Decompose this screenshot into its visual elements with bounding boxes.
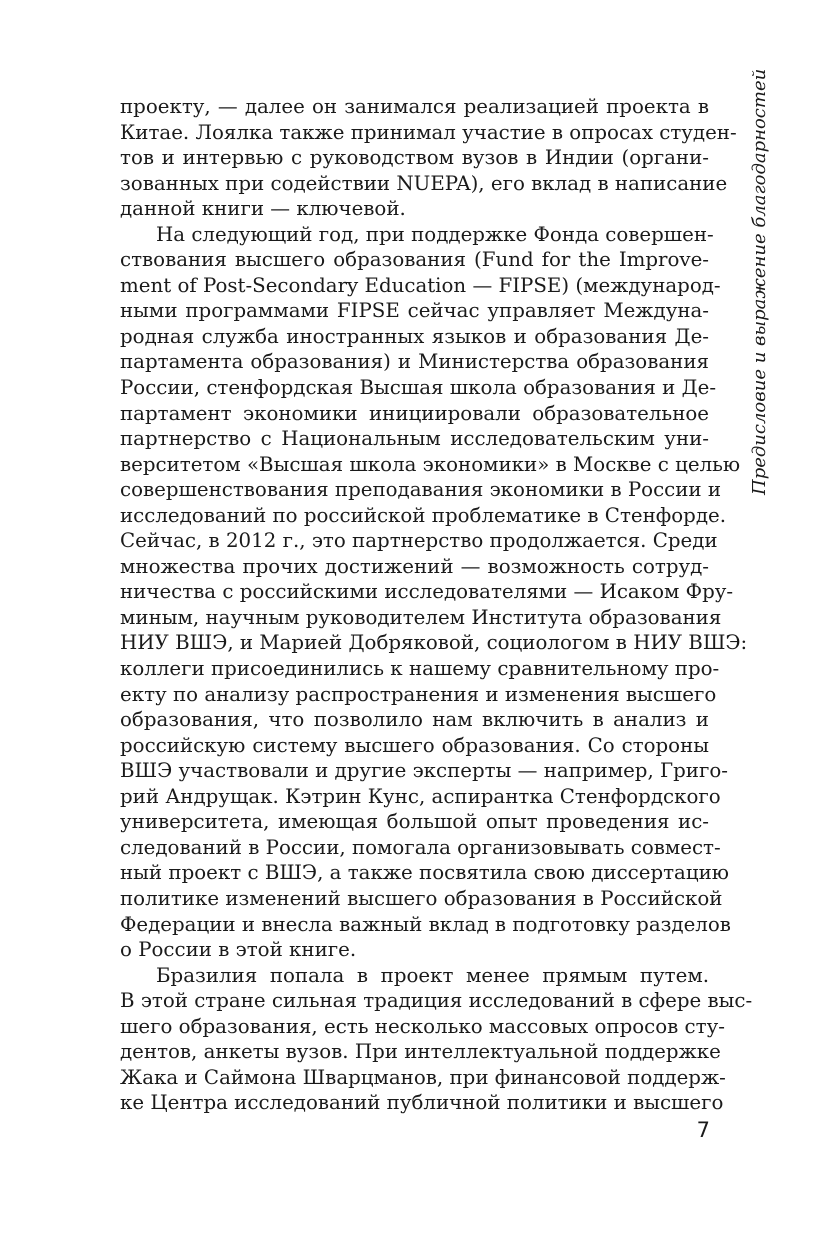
text-line: дентов, анкеты вузов. При интеллектуальной поддержке [120,1040,721,1064]
text-line: ничества с российскими исследователями — Исаком Фру- [120,580,734,604]
text-line: совершенствования преподавания экономики в России и [120,478,722,502]
text-line: коллеги присоединились к нашему сравнительному про- [120,657,720,681]
text-line: университета, имеющая большой опыт проведения ис- [120,810,709,834]
text-line: родная служба иностранных языков и образования Де- [120,324,709,348]
text-line: Бразилия попала в проект менее прямым путем. [156,963,709,987]
text-line: верситетом «Высшая школа экономики» в Москве с целью [120,452,741,476]
text-line: партнерство с Национальным исследовательским уни- [120,427,709,451]
text-line: о России в этой книге. [120,938,357,962]
text-line: данной книги — ключевой. [120,197,406,221]
paragraph-2 [120,222,748,963]
text-line: ВШЭ участвовали и другие эксперты — например, Григо- [120,759,728,783]
text-line: В этой стране сильная традиция исследований в сфере выс- [120,989,753,1013]
text-line: ment of Post-Secondary Education — FIPSE) (международ- [120,273,721,297]
text-line: образования, что позволило нам включить в анализ и [120,708,709,732]
text-line: Китае. Лоялка также принимал участие в опросах студен- [120,120,737,144]
text-line: политике изменений высшего образования в Российской [120,886,723,910]
page-number: 7 [696,1118,710,1142]
text-line: ный проект с ВШЭ, а также посвятила свою диссертацию [120,861,729,885]
text-line: рий Андрущак. Кэтрин Кунс, аспирантка Стенфордского [120,784,721,808]
text-line: тов и интервью с руководством вузов в Индии (органи- [120,146,709,170]
text-line: исследований по российской проблематике в Стенфорде. [120,503,727,527]
text-line: множества прочих достижений — возможность сотруд- [120,554,709,578]
text-line: екту по анализу распространения и изменения высшего [120,682,717,706]
paragraph-3 [120,963,753,1116]
text-line: На следующий год, при поддержке Фонда совершен- [156,222,714,246]
text-line: Жака и Саймона Шварцманов, при финансовой поддерж- [120,1065,726,1089]
text-line: зованных при содействии NUEPA), его вклад в написание [120,171,728,195]
text-line: партамент экономики инициировали образовательное [120,401,709,425]
body-text [120,94,753,1116]
text-line: следований в России, помогала организовывать совмест- [120,835,721,859]
running-head-title: Предисловие и выражение благодарностей [749,68,770,495]
text-line: проекту, — далее он занимался реализацией проекта в [120,95,709,118]
text-line: России, стенфордская Высшая школа образования и Де- [120,376,717,400]
text-line: ствования высшего образования (Fund for the Improve- [120,248,709,272]
running-head [742,68,772,495]
text-line: НИУ ВШЭ, и Марией Добряковой, социологом в НИУ ВШЭ: [120,631,748,655]
text-line: миным, научным руководителем Института образования [120,605,722,629]
text-line: партамента образования) и Министерства образования [120,350,709,374]
text-line: российскую систему высшего образования. Со стороны [120,733,709,757]
text-line: ными программами FIPSE сейчас управляет Междуна- [120,299,709,323]
text-line: Федерации и внесла важный вклад в подготовку разделов [120,912,731,936]
text-line: Сейчас, в 2012 г., это партнерство продолжается. Среди [120,529,718,553]
text-line: ке Центра исследований публичной политики и высшего [120,1091,724,1115]
paragraph-1 [120,94,737,222]
text-line: шего образования, есть несколько массовых опросов сту- [120,1014,725,1038]
